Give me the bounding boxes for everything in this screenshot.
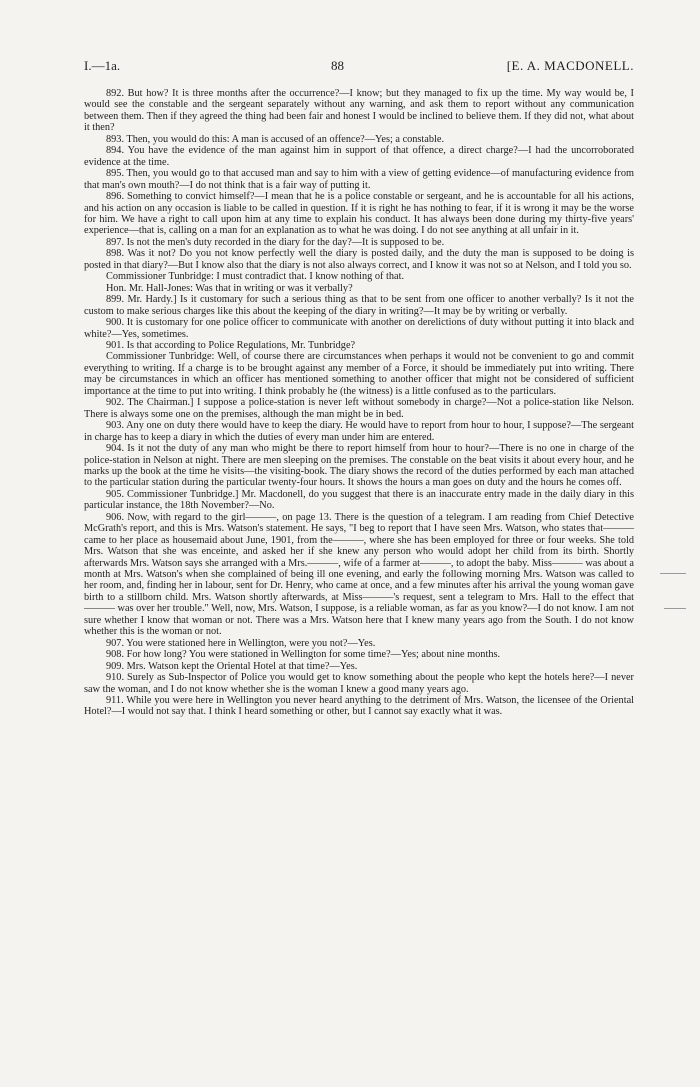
paragraph-902: 902. The Chairman.] I suppose a police-station is never left without somebody in charge?—Not a police-station like Nelson. There is always some one on the premises, although the man might be in bed. <box>84 397 634 420</box>
paragraph-909: 909. Mrs. Watson kept the Oriental Hotel at that time?—Yes. <box>106 660 358 672</box>
paragraph-901: 901. Is that according to Police Regulations, Mr. Tunbridge? <box>106 339 356 351</box>
header-page-number: 88 <box>331 58 344 73</box>
margin-pencil-mark <box>664 608 686 609</box>
header-paper-reference: I.—1a. <box>84 58 121 73</box>
paragraph-898: 898. Was it not? Do you not know perfectly well the diary is posted daily, and the duty the man is supposed to be doing is posted in that diary?—But I know also that the diary is not also always correct, and I know it was not so at Nelson, and I told you so. <box>84 248 634 271</box>
paragraph-897: 897. Is not the men's duty recorded in the diary for the day?—It is supposed to be. <box>106 236 445 248</box>
paragraph-911: 911. While you were here in Wellington you never heard anything to the detriment of Mrs. Watson, the licensee of the Oriental Hotel?—I would not say that. I think I heard something or other, but I cannot say exactly what it was. <box>84 695 634 718</box>
testimony-body <box>84 88 634 718</box>
paragraph-904: 904. Is it not the duty of any man who might be there to report himself from hour to hour?—There is no one in charge of the police-station in Nelson at night. There are men sleeping on the premises. The constable on the beat visits it about every hour, and he marks up the book at the time he visits—the visiting-book. The diary shows the record of the duties performed by each man attached to the particular station during the particular twenty-four hours. It shows the hours a man goes on duty and the hours he comes off. <box>84 443 634 489</box>
paragraph-899: 899. Mr. Hardy.] Is it customary for such a serious thing as that to be sent from one officer to another verbally? Is it not the custom to make serious charges like this about the keeping of the diary in writing?—It may be by writing or verbally. <box>84 294 634 317</box>
paragraph-907: 907. You were stationed here in Wellington, were you not?—Yes. <box>106 637 376 649</box>
paragraph-908: 908. For how long? You were stationed in Wellington for some time?—Yes; about nine months. <box>106 649 501 661</box>
paragraph-900: 900. It is customary for one police officer to communicate with another on derelictions of duty without putting it into black and white?—Yes, sometimes. <box>84 317 634 340</box>
paragraph-892: 892. But how? It is three months after the occurrence?—I know; but they managed to fix up the time. My way would be, I would see the constable and the sergeant separately without any warning, and ask them to report without any communication between them. Then if they agreed the thing had been fair and honest I would be inclined to believe them. If they did not, what about it then? <box>84 88 634 134</box>
paragraph-910: 910. Surely as Sub-Inspector of Police you would get to know something about the people who kept the hotels here?—I never saw the woman, and I do not know whether she is the woman I knew a good many years ago. <box>84 672 634 695</box>
paragraph-894: 894. You have the evidence of the man against him in support of that offence, a direct charge?—I had the uncorroborated evidence at the time. <box>84 145 634 168</box>
paragraph-906: 906. Now, with regard to the girl———, on page 13. There is the question of a telegram. I am reading from Chief Detective McGrath's report, and this is Mrs. Watson's statement. He says, "I beg to report that I have seen Mrs. Watson, who states that——— came to her place as housemaid about June, 1901, from the———, where she has been employed for three or four weeks. She told Mrs. Watson that she was enceinte, and asked her if she knew any person who would adopt her child from its birth. Shortly afterwards Mrs. Watson says she arranged with a Mrs.———, wife of a farmer at———, to adopt the baby. Miss——— was about a month at Mrs. Watson's when she complained of being ill one evening, and early the following morning Mrs. Watson was called to her room, and, finding her in labour, sent for Dr. Henry, who came at once, and a few minutes after his arrival the young woman gave birth to a stillborn child. Mrs. Watson shortly afterwards, at Miss———'s request, sent a telegram to Mrs. Hall to the effect that——— was over her trouble." Well, now, Mrs. Watson, I suppose, is a reliable woman, as far as you know?—I do not know. I am not sure whether I know that woman or not. There was a Mrs. Watson here that I knew many years ago from the South. I do not know whether this is the woman or not. <box>84 511 634 638</box>
paragraph-hall-jones-question: Hon. Mr. Hall-Jones: Was that in writing or was it verbally? <box>106 282 353 294</box>
header-witness-name: [E. A. MACDONELL. <box>506 58 634 73</box>
paragraph-895: 895. Then, you would go to that accused man and say to him with a view of getting evidence—of manufacturing evidence from that man's own mouth?—I do not think that is a fair way of putting it. <box>84 168 634 191</box>
paragraph-905: 905. Commissioner Tunbridge.] Mr. Macdonell, do you suggest that there is an inaccurate entry made in the daily diary in this particular instance, the 18th November?—No. <box>84 488 634 512</box>
paragraph-893: 893. Then, you would do this: A man is accused of an offence?—Yes; a constable. <box>106 133 445 145</box>
paragraph-903: 903. Any one on duty there would have to keep the diary. He would have to report from hour to hour, I suppose?—The sergeant in charge has to keep a diary in which the duties of every man under him are entered. <box>84 420 634 443</box>
paragraph-commissioner-remark: Commissioner Tunbridge: I must contradict that. I know nothing of that. <box>106 271 405 283</box>
page-header <box>84 58 634 76</box>
paragraph-commissioner-answer: Commissioner Tunbridge: Well, of course there are circumstances when perhaps it would not be convenient to go and commit everything to writing. If a charge is to be brought against any member of a Force, it should be immediately put into writing. There may be circumstances in which an officer has mentioned something to another officer that might not be considered of sufficient importance at the time to put into writing. I think probably he (the witness) is a little confused as to the particulars. <box>84 351 634 397</box>
paragraph-896: 896. Something to convict himself?—I mean that he is a police constable or sergeant, and he is accountable for all his actions, and his action on any occasion is liable to be called in question. If it is right he has nothing to fear, if it is wrong it may be the worse for him. We have a right to call upon him at any time to explain his conduct. It has always been done during my thirty-five years' experience—that is, calling on a man for an explanation as to what he was doing. I do not see anything at all unfair in it. <box>84 191 634 237</box>
margin-pencil-mark <box>660 573 686 574</box>
